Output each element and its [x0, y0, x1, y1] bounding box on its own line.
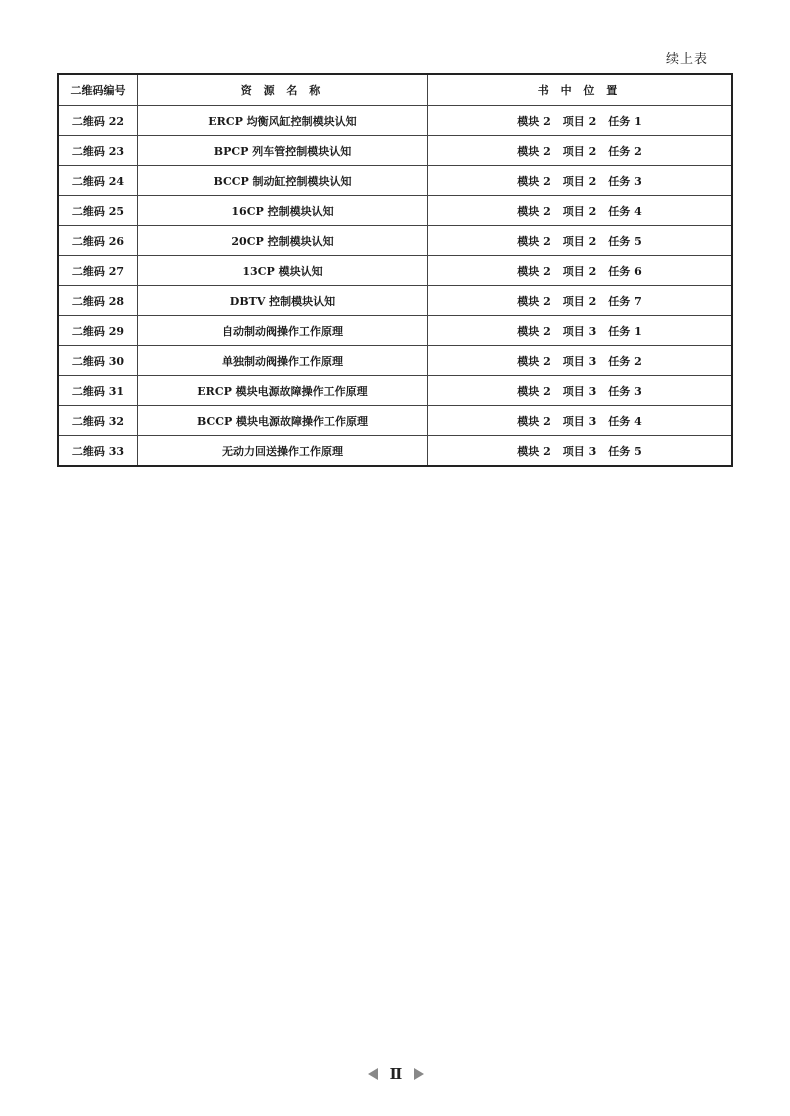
location-task: 任务 2: [608, 354, 642, 368]
resource-name: 单独制动阀操作工作原理: [138, 346, 428, 376]
resource-name: ERCP 均衡风缸控制模块认知: [138, 106, 428, 136]
qr-code-id: 二维码 24: [58, 166, 138, 196]
resource-name: 20CP 控制模块认知: [138, 226, 428, 256]
book-location: [428, 316, 733, 346]
location-module: 模块 2: [517, 444, 551, 458]
table-row: [58, 436, 732, 467]
location-task: 任务 4: [608, 204, 642, 218]
book-location: [428, 406, 733, 436]
left-arrow-icon: [368, 1068, 378, 1080]
location-project: 项目 2: [562, 234, 597, 248]
table-row: [58, 376, 732, 406]
location-task: 任务 5: [608, 234, 642, 248]
resource-name: 13CP 模块认知: [138, 256, 428, 286]
qr-code-id: 二维码 33: [58, 436, 138, 467]
location-task: 任务 1: [608, 324, 642, 338]
location-project: 项目 2: [562, 204, 597, 218]
location-project: 项目 3: [562, 414, 597, 428]
qr-code-id: 二维码 23: [58, 136, 138, 166]
location-task: 任务 2: [608, 144, 642, 158]
table-row: [58, 406, 732, 436]
location-module: 模块 2: [517, 114, 551, 128]
page-number: Ⅱ: [389, 1065, 403, 1083]
location-module: 模块 2: [517, 204, 551, 218]
header-name: 资 源 名 称: [138, 74, 428, 106]
location-module: 模块 2: [517, 294, 551, 308]
location-module: 模块 2: [517, 234, 551, 248]
continued-label: 续上表: [665, 52, 708, 67]
location-project: 项目 3: [562, 354, 597, 368]
book-location: [428, 226, 733, 256]
location-module: 模块 2: [517, 174, 551, 188]
table-row: [58, 286, 732, 316]
table-row: [58, 196, 732, 226]
location-module: 模块 2: [517, 354, 551, 368]
location-task: 任务 5: [608, 444, 642, 458]
table-row: [58, 316, 732, 346]
qr-code-id: 二维码 27: [58, 256, 138, 286]
location-project: 项目 2: [562, 264, 597, 278]
location-project: 项目 2: [562, 114, 597, 128]
book-location: [428, 286, 733, 316]
book-location: [428, 166, 733, 196]
table-body: [58, 106, 732, 467]
qr-code-id: 二维码 32: [58, 406, 138, 436]
location-project: 项目 2: [562, 294, 597, 308]
location-project: 项目 3: [562, 384, 597, 398]
qr-code-id: 二维码 29: [58, 316, 138, 346]
qr-code-id: 二维码 28: [58, 286, 138, 316]
right-arrow-icon: [414, 1068, 424, 1080]
qr-code-id: 二维码 31: [58, 376, 138, 406]
table-row: [58, 106, 732, 136]
table-row: [58, 226, 732, 256]
location-task: 任务 1: [608, 114, 642, 128]
table-header-row: [58, 74, 732, 106]
location-module: 模块 2: [517, 414, 551, 428]
table-row: [58, 346, 732, 376]
qr-code-id: 二维码 26: [58, 226, 138, 256]
resource-table: [57, 73, 733, 467]
location-task: 任务 4: [608, 414, 642, 428]
resource-name: DBTV 控制模块认知: [138, 286, 428, 316]
location-project: 项目 2: [562, 144, 597, 158]
table-row: [58, 136, 732, 166]
book-location: [428, 136, 733, 166]
resource-name: BPCP 列车管控制模块认知: [138, 136, 428, 166]
resource-name: 16CP 控制模块认知: [138, 196, 428, 226]
location-project: 项目 3: [562, 444, 597, 458]
location-module: 模块 2: [517, 384, 551, 398]
location-task: 任务 3: [608, 174, 642, 188]
location-project: 项目 3: [562, 324, 597, 338]
location-project: 项目 2: [562, 174, 597, 188]
book-location: [428, 196, 733, 226]
qr-code-id: 二维码 25: [58, 196, 138, 226]
table-row: [58, 256, 732, 286]
book-location: [428, 346, 733, 376]
resource-name: BCCP 制动缸控制模块认知: [138, 166, 428, 196]
resource-name: ERCP 模块电源故障操作工作原理: [138, 376, 428, 406]
page-footer: [368, 1066, 424, 1082]
resource-name: 自动制动阀操作工作原理: [138, 316, 428, 346]
location-module: 模块 2: [517, 264, 551, 278]
location-module: 模块 2: [517, 324, 551, 338]
header-code: 二维码编号: [58, 74, 138, 106]
resource-name: 无动力回送操作工作原理: [138, 436, 428, 467]
location-task: 任务 6: [608, 264, 642, 278]
location-module: 模块 2: [517, 144, 551, 158]
location-task: 任务 3: [608, 384, 642, 398]
qr-code-id: 二维码 30: [58, 346, 138, 376]
resource-name: BCCP 模块电源故障操作工作原理: [138, 406, 428, 436]
book-location: [428, 376, 733, 406]
table-row: [58, 166, 732, 196]
qr-code-id: 二维码 22: [58, 106, 138, 136]
book-location: [428, 106, 733, 136]
book-location: [428, 256, 733, 286]
location-task: 任务 7: [608, 294, 642, 308]
header-location: 书 中 位 置: [428, 74, 733, 106]
book-location: [428, 436, 733, 467]
